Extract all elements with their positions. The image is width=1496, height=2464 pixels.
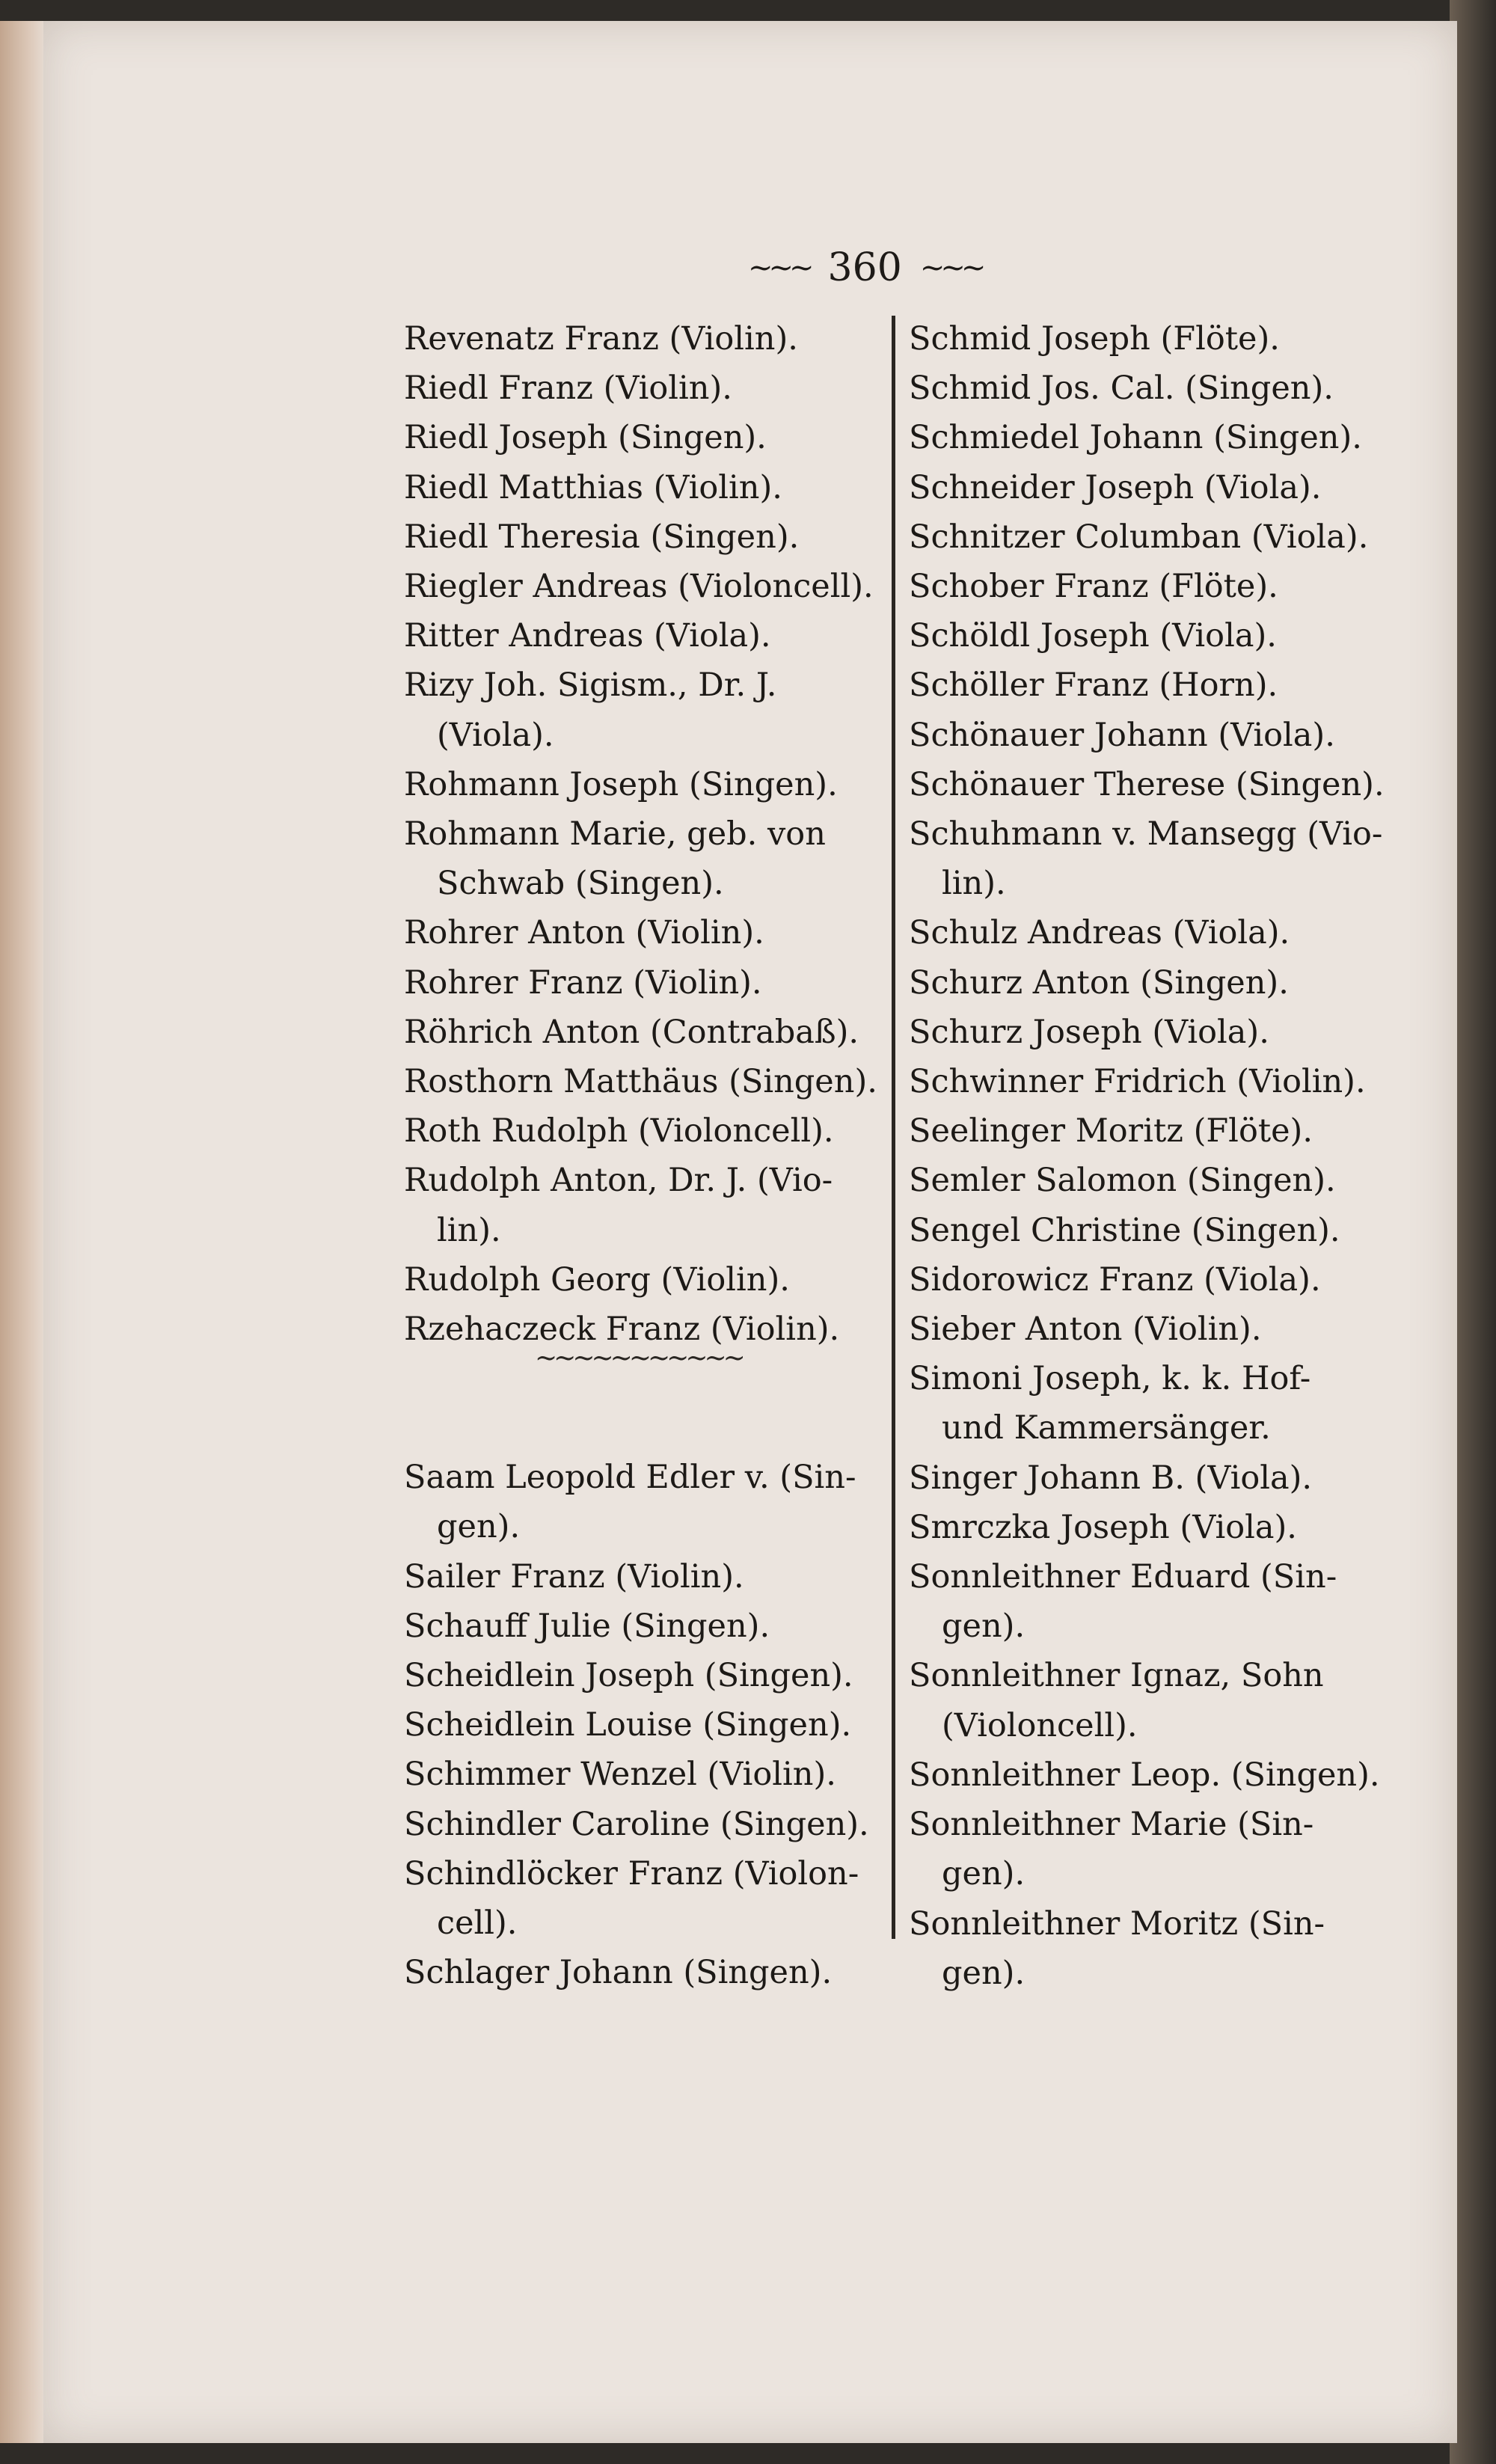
page-header bbox=[748, 245, 982, 290]
register-entry-continuation: (Viola). bbox=[437, 716, 554, 754]
register-entry: Schurz Anton (Singen). bbox=[909, 963, 1289, 1002]
section-separator-ornament: ~~~~~~~~~~~ bbox=[535, 1343, 742, 1373]
register-entry: Riedl Matthias (Violin). bbox=[404, 468, 782, 506]
register-entry: Schlager Johann (Singen). bbox=[404, 1954, 833, 1992]
register-entry: Schwinner Fridrich (Violin). bbox=[909, 1063, 1366, 1101]
register-entry: Scheidlein Joseph (Singen). bbox=[404, 1657, 853, 1695]
register-entry: Scheidlein Louise (Singen). bbox=[404, 1706, 852, 1744]
left-column bbox=[404, 314, 890, 1998]
register-entry: Riedl Joseph (Singen). bbox=[404, 419, 767, 457]
register-entry: Schindlöcker Franz (Violon- bbox=[404, 1854, 859, 1893]
register-entry: Simoni Joseph, k. k. Hof- bbox=[909, 1360, 1311, 1398]
register-entry: Röhrich Anton (Contrabaß). bbox=[404, 1013, 859, 1051]
register-entry: Sonnleithner Leop. (Singen). bbox=[909, 1756, 1380, 1794]
right-column bbox=[909, 314, 1388, 1998]
register-entry: Schulz Andreas (Viola). bbox=[909, 914, 1290, 952]
register-entry: Rzehaczeck Franz (Violin). bbox=[404, 1311, 840, 1349]
register-entry: Schmiedel Johann (Singen). bbox=[909, 419, 1362, 457]
register-entry: Schöldl Joseph (Viola). bbox=[909, 617, 1277, 655]
register-entry: Singer Johann B. (Viola). bbox=[909, 1459, 1313, 1497]
register-entry: Sieber Anton (Violin). bbox=[909, 1311, 1262, 1349]
register-entry: Rohrer Franz (Violin). bbox=[404, 963, 762, 1002]
register-entry-continuation: (Violoncell). bbox=[942, 1706, 1138, 1744]
register-entry-continuation: gen). bbox=[437, 1508, 521, 1546]
register-entry: Riedl Theresia (Singen). bbox=[404, 518, 800, 556]
register-entry: Smrczka Joseph (Viola). bbox=[909, 1508, 1297, 1546]
register-entry-continuation: gen). bbox=[942, 1855, 1026, 1893]
register-entry: Rohrer Anton (Violin). bbox=[404, 914, 764, 952]
right-column-entries bbox=[909, 314, 1388, 1998]
header-ornament-right: ~~~ bbox=[919, 251, 982, 285]
register-entry: Sonnleithner Marie (Sin- bbox=[909, 1806, 1314, 1844]
register-entry: Schurz Joseph (Viola). bbox=[909, 1013, 1269, 1051]
register-entry: Sailer Franz (Violin). bbox=[404, 1557, 744, 1596]
register-entry-continuation: cell). bbox=[437, 1904, 518, 1943]
register-entry: Riegler Andreas (Violoncell). bbox=[404, 568, 874, 606]
register-entry-continuation: gen). bbox=[942, 1608, 1026, 1646]
register-entry: Schimmer Wenzel (Violin). bbox=[404, 1756, 836, 1794]
register-entry: Schnitzer Columban (Viola). bbox=[909, 518, 1369, 556]
register-entry: Schöller Franz (Horn). bbox=[909, 666, 1278, 705]
header-ornament-left: ~~~ bbox=[748, 251, 810, 285]
register-entry: Rudolph Anton, Dr. J. (Vio- bbox=[404, 1162, 833, 1200]
column-divider-rule bbox=[892, 316, 895, 1939]
page-number: 360 bbox=[827, 245, 902, 290]
register-entry: Rizy Joh. Sigism., Dr. J. bbox=[404, 666, 777, 705]
register-entry: Rosthorn Matthäus (Singen). bbox=[404, 1063, 877, 1101]
register-entry: Schindler Caroline (Singen). bbox=[404, 1805, 869, 1843]
register-entry: Seelinger Moritz (Flöte). bbox=[909, 1112, 1313, 1150]
register-entry: Ritter Andreas (Viola). bbox=[404, 617, 771, 655]
register-entry: Sonnleithner Ignaz, Sohn bbox=[909, 1657, 1324, 1695]
register-entry: Schober Franz (Flöte). bbox=[909, 568, 1278, 606]
register-entry: Schneider Joseph (Viola). bbox=[909, 468, 1322, 506]
register-entry: Sonnleithner Moritz (Sin- bbox=[909, 1904, 1325, 1943]
register-entry: Schmid Jos. Cal. (Singen). bbox=[909, 370, 1334, 408]
register-entry-continuation: lin). bbox=[942, 865, 1006, 903]
register-entry: Schmid Joseph (Flöte). bbox=[909, 320, 1280, 358]
left-column-s-entries bbox=[404, 1453, 890, 1997]
register-entry: Schönauer Therese (Singen). bbox=[909, 765, 1385, 803]
register-entry-continuation: lin). bbox=[437, 1211, 501, 1249]
register-entry: Rudolph Georg (Violin). bbox=[404, 1260, 790, 1299]
register-entry: Sengel Christine (Singen). bbox=[909, 1211, 1340, 1249]
register-entry: Schuhmann v. Mansegg (Vio- bbox=[909, 815, 1383, 853]
register-entry: Rohmann Joseph (Singen). bbox=[404, 765, 838, 803]
register-entry-continuation: und Kammersänger. bbox=[942, 1409, 1271, 1447]
register-entry: Schauff Julie (Singen). bbox=[404, 1607, 770, 1645]
register-entry: Saam Leopold Edler v. (Sin- bbox=[404, 1459, 856, 1497]
register-entry: Revenatz Franz (Violin). bbox=[404, 320, 798, 358]
left-column-r-entries bbox=[404, 314, 890, 1354]
register-entry: Schönauer Johann (Viola). bbox=[909, 716, 1335, 754]
register-entry-continuation: Schwab (Singen). bbox=[437, 865, 724, 903]
register-entry: Sidorowicz Franz (Viola). bbox=[909, 1260, 1321, 1299]
register-entry: Sonnleithner Eduard (Sin- bbox=[909, 1558, 1337, 1596]
register-entry: Rohmann Marie, geb. von bbox=[404, 815, 826, 853]
register-entry: Roth Rudolph (Violoncell). bbox=[404, 1112, 834, 1150]
register-entry: Semler Salomon (Singen). bbox=[909, 1162, 1336, 1200]
register-entry-continuation: gen). bbox=[942, 1954, 1026, 1992]
register-entry: Riedl Franz (Violin). bbox=[404, 370, 732, 408]
